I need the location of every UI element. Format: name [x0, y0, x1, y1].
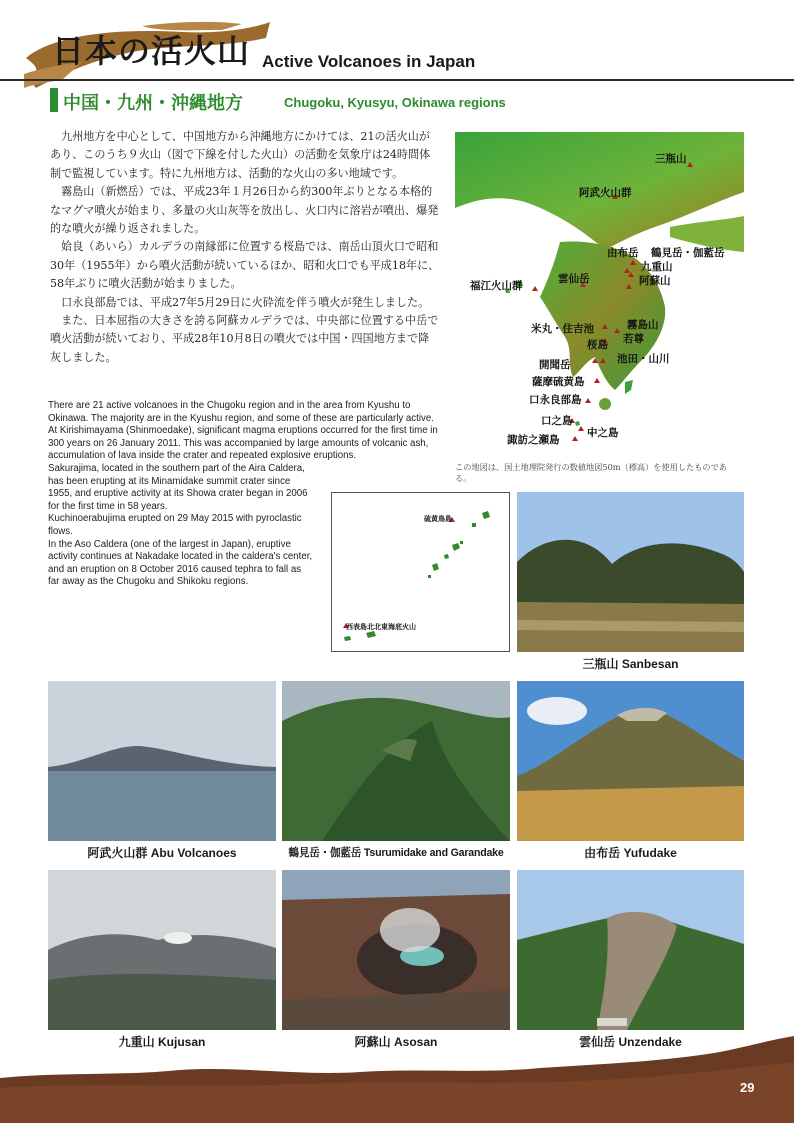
caption-sanbesan: 三瓶山 Sanbesan: [582, 657, 679, 671]
header-rule: [0, 79, 794, 81]
map-label-suwanose: 諏訪之瀬島: [507, 434, 560, 446]
body-en-paragraph: In the Aso Caldera (one of the largest in Japan), eruptive activity continues at Nakadake located in the caldera's center, and an eruption on 8 October 2016 caused tephra to fall as far away as the Chugoku and Shikoku regions.: [48, 538, 313, 588]
section-marker: [50, 88, 58, 112]
map-label-unzen: 雲仙岳: [558, 273, 590, 285]
map-label-yufu: 由布岳: [607, 247, 639, 259]
map-label-kuchinoerabu: 口永良部島: [529, 394, 582, 406]
section-title-en: Chugoku, Kyusyu, Okinawa regions: [284, 95, 506, 110]
body-jp-paragraph: 霧島山（新燃岳）では、平成23年１月26日から約300年ぶりとなる本格的なマグマ噴火が始まり、多量の火山灰等を放出し、火口内に溶岩が噴出、爆発的な噴火が繰り返されました。: [50, 185, 439, 236]
body-jp-paragraph: 九州地方を中心として、中国地方から沖縄地方にかけては、21の活火山があり、このうち９火山（図で下線を付した火山）の活動を気象庁は24時間体制で監視しています。特に九州地方は、活動的な火山の多い地域です。: [50, 130, 431, 180]
map-label-abu: 阿武火山群: [579, 187, 632, 199]
photo-aso: [282, 870, 510, 1030]
page-title-en: Active Volcanoes in Japan: [262, 52, 476, 71]
page-title-jp: 日本の活火山: [52, 32, 251, 70]
volcano-map: [455, 132, 744, 453]
map-label-kirishima: 霧島山: [627, 319, 659, 331]
map-label-kuchino: 口之島: [541, 415, 573, 427]
map-label-tsurumi: 鶴見岳・伽藍岳: [651, 247, 725, 259]
body-en-paragraph: Sakurajima, located in the southern part of the Aira Caldera, has been erupting at its Minamidake summit crater since 1955, and eruptive activity at its Showa crater began in 2006 for the first time in 58 years.: [48, 462, 308, 512]
footer-ground-decoration: [0, 1032, 794, 1123]
caption-aso: 阿蘇山 Asosan: [354, 1035, 438, 1049]
map-label-kuju: 九重山: [641, 261, 673, 273]
map-label-wakamiko: 若尊: [623, 333, 644, 345]
inset-map: [331, 492, 510, 652]
inset-label-iotorishima: 硫黄鳥島: [424, 515, 452, 523]
section-title-jp: 中国・九州・沖縄地方: [63, 93, 243, 114]
map-label-fukue: 福江火山群: [470, 280, 523, 292]
caption-abu: 阿武火山群 Abu Volcanoes: [87, 846, 237, 860]
map-yakushima: [599, 398, 611, 410]
map-label-nakano: 中之島: [587, 427, 619, 439]
caption-unzen: 雲仙岳 Unzendake: [579, 1035, 682, 1049]
map-label-sakura: 桜島: [587, 339, 608, 351]
map-label-ikeda: 池田・山川: [617, 353, 670, 365]
photo-yufu: [517, 681, 744, 841]
caption-tsurumi: 鶴見岳・伽藍岳 Tsurumidake and Garandake: [288, 847, 504, 859]
photo-tsurumi: [282, 681, 510, 841]
map-label-satsuma: 薩摩硫黄島: [532, 376, 585, 388]
photo-kuju: [48, 870, 276, 1030]
inset-label-iriomote: 西表島北北東海底火山: [346, 623, 416, 631]
body-jp-paragraph: また、日本屈指の大きさを誇る阿蘇カルデラでは、中央部に位置する中岳で噴火活動が続いており、平成28年10月8日の噴火では中国・四国地方まで降灰しました。: [50, 314, 439, 364]
body-en-paragraph: There are 21 active volcanoes in the Chugoku region and in the area from Kyushu to Okinawa. The majority are in the Kyushu region, and some of these are particularly active.: [48, 400, 434, 424]
map-note: この地図は、国土地理院発行の数値地図50m（標高）を使用したものである。: [455, 462, 727, 483]
body-text-jp: [50, 128, 440, 367]
body-jp-paragraph: 姶良（あいら）カルデラの南縁部に位置する桜島では、南岳山頂火口で昭和30年（1955年）から噴火活動が続いているほか、昭和火口でも平成18年に、58年ぶりに噴火活動が始まりました。: [50, 240, 440, 291]
body-en-paragraph: At Kirishimayama (Shinmoedake), significant magma eruptions occurred for the first time in 300 years on 26 January 2011. This was accompanied by large amounts of volcanic ash, accumulation of lava inside the crater and repeated explosive eruptions.: [48, 425, 438, 462]
photo-unzen: [517, 870, 744, 1030]
map-label-yonemaru: 米丸・住吉池: [531, 323, 594, 335]
map-label-aso: 阿蘇山: [639, 275, 671, 287]
page-number: 29: [740, 1080, 755, 1095]
body-en-narrow-column: [48, 463, 314, 589]
body-en-paragraph: Kuchinoerabujima erupted on 29 May 2015 with pyroclastic flows.: [48, 513, 302, 537]
body-jp-paragraph: 口永良部島では、平成27年5月29日に火砕流を伴う噴火が発生しました。: [61, 295, 430, 309]
photo-sanbesan: [517, 492, 744, 652]
map-label-sanbesan: 三瓶山: [655, 153, 687, 165]
photo-abu: [48, 681, 276, 841]
caption-kuju: 九重山 Kujusan: [118, 1035, 206, 1049]
map-label-kaimon: 開聞岳: [539, 359, 571, 371]
caption-yufu: 由布岳 Yufudake: [584, 846, 677, 860]
